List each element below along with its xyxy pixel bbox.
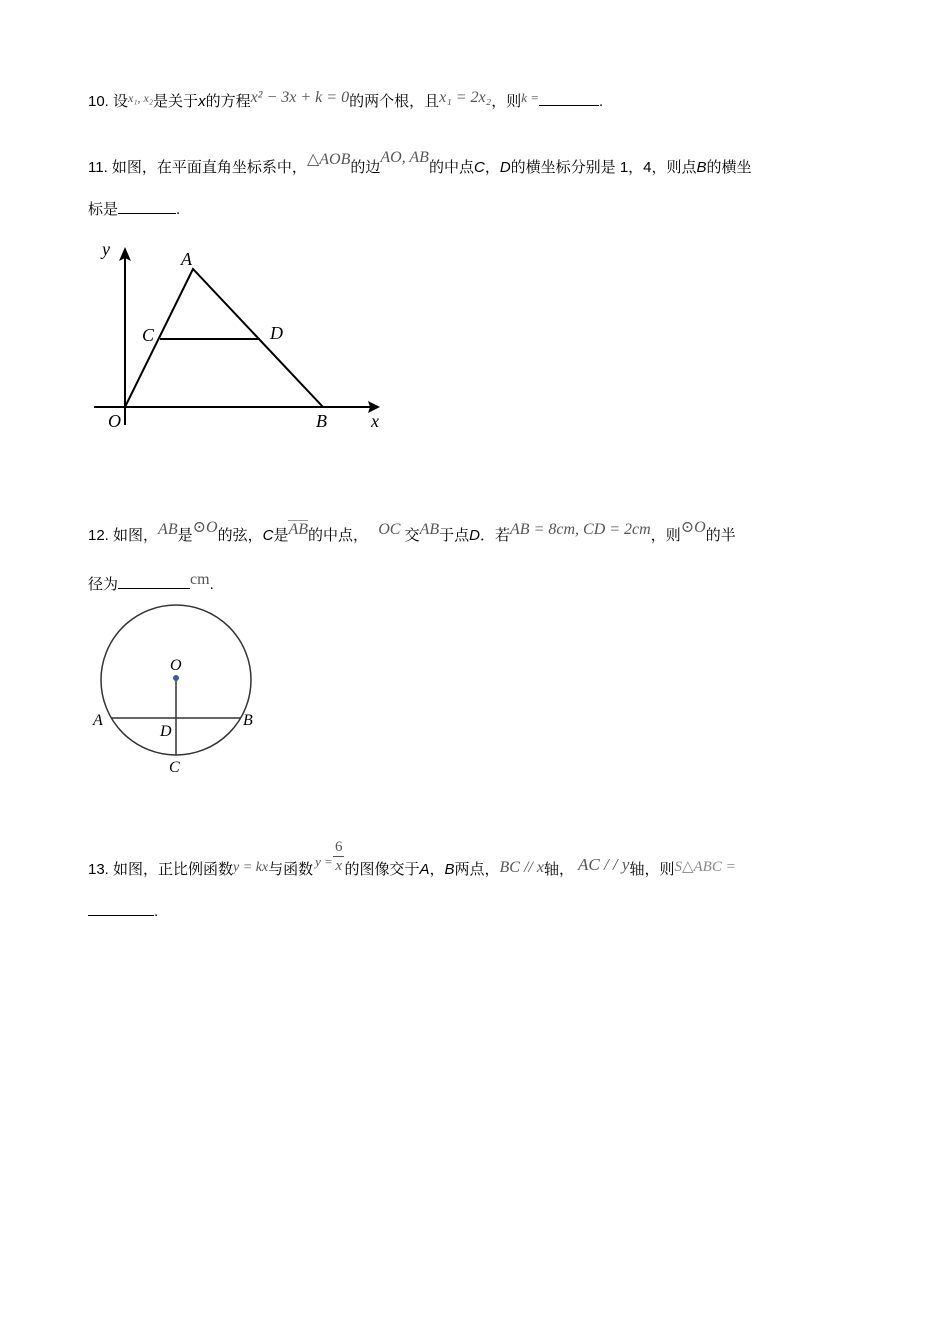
q12-text-9: ，则 (650, 527, 681, 544)
q11-label-x: x (371, 411, 379, 431)
q12-text-11: 径为 (88, 576, 119, 593)
q13-fraction (333, 838, 345, 875)
q13-point-b: B (444, 861, 455, 878)
q13-answer-blank[interactable] (88, 915, 154, 916)
q11-point-c: C (473, 159, 485, 176)
q13-text-4: 两点， (454, 861, 500, 878)
question-12-cont (88, 570, 214, 595)
q13-numerator: 6 (334, 839, 343, 855)
q13-text-2: 与函数 (268, 861, 314, 878)
q13-end: . (154, 903, 159, 920)
q10-text-5: ，则 (491, 93, 522, 110)
q12-ab-2: AB (419, 521, 440, 538)
q12-text-1: 如图， (113, 527, 159, 544)
q10-equation: x² − 3x + k = 0 (250, 89, 350, 106)
q12-point-c: C (262, 527, 274, 544)
question-13-cont (88, 902, 158, 922)
q11-label-y: y (102, 239, 110, 259)
q12-label-o: O (170, 657, 182, 674)
q10-number: 10. (88, 93, 109, 110)
q12-number: 12. (88, 527, 109, 544)
q13-point-a: A (419, 861, 430, 878)
q13-text-1: 如图，正比例函数 (113, 861, 234, 878)
q13-text-6: 轴，则 (629, 861, 675, 878)
question-11 (88, 148, 752, 178)
q12-point-d: D (469, 527, 481, 544)
q13-area: S△ABC = (674, 859, 736, 875)
q11-label-b: B (316, 411, 327, 431)
q12-text-7: 于点 (439, 527, 470, 544)
q10-answer-blank[interactable] (539, 105, 599, 106)
q12-text-6: 交 (404, 527, 420, 544)
q12-circle-o: ⊙O (192, 519, 218, 536)
q12-label-b: B (243, 712, 253, 729)
q11-text-4: 的横坐标分别是 1，4，则点 (510, 159, 697, 176)
q12-label-d: D (160, 723, 172, 740)
q10-end: . (599, 93, 604, 110)
q13-text-5: 轴， (543, 861, 574, 878)
q11-label-c: C (142, 325, 155, 345)
q13-number: 13. (88, 861, 109, 878)
q11-text-1: 如图，在平面直角坐标系中， (111, 159, 307, 176)
q11-point-d: D (499, 159, 511, 176)
q11-end: . (176, 201, 181, 218)
q11-text-2: 的边 (350, 159, 381, 176)
q13-ac-parallel: AC / / y (577, 855, 630, 874)
q12-arc-ab: AB (288, 521, 308, 538)
q11-point-b: B (696, 159, 707, 176)
q10-roots: x₁, x₂ (128, 91, 154, 105)
q12-figure (88, 600, 268, 785)
q13-text-3: 的图像交于 (344, 861, 420, 878)
q12-oc: OC (378, 521, 401, 538)
q12-center-dot (173, 675, 179, 681)
q12-text-8: ．若 (480, 527, 511, 544)
question-11-cont (88, 200, 180, 220)
q11-label-d: D (270, 323, 283, 343)
q11-answer-blank[interactable] (118, 213, 176, 214)
q12-chord-ab: AB (158, 521, 178, 538)
q12-text-4: 是 (273, 527, 289, 544)
q12-condition: AB = 8cm, CD = 2cm (510, 521, 651, 538)
question-12 (88, 518, 736, 546)
question-13 (88, 838, 736, 880)
q12-label-a: A (93, 712, 103, 729)
q12-circle-o-2: ⊙O (680, 519, 706, 536)
q11-triangle: △AOB (306, 151, 351, 168)
q10-text-4: 的两个根，且 (349, 93, 440, 110)
q12-text-10: 的半 (705, 527, 736, 544)
q10-condition: x₁ = 2x₂ (439, 89, 492, 106)
q12-end: . (209, 576, 214, 593)
q10-text-2: 是关于 (153, 93, 199, 110)
q11-number: 11. (88, 159, 108, 176)
q12-answer-blank[interactable] (118, 588, 190, 589)
q12-text-5: 的中点， (308, 527, 369, 544)
q13-function-1: y = kx (233, 860, 269, 875)
q11-label-a: A (181, 249, 192, 269)
q11-label-o: O (108, 411, 121, 431)
q10-k: k = (521, 90, 540, 105)
q12-unit: cm (190, 571, 210, 588)
q13-y-equals: y = (315, 854, 333, 869)
q10-var-x: x (198, 93, 206, 110)
q11-text-5: 的横坐 (706, 159, 752, 176)
q12-text-3: 的弦， (217, 527, 263, 544)
q13-bc-parallel: BC // x (499, 859, 544, 876)
q13-denominator: x (335, 858, 343, 874)
q12-label-c: C (169, 759, 180, 776)
q11-sides: AO, AB (380, 149, 429, 166)
q10-text-1: 设 (113, 93, 129, 110)
q13-comma: ， (429, 861, 445, 878)
q12-text-2: 是 (177, 527, 193, 544)
q11-figure (88, 235, 388, 435)
q10-text-3: 的方程 (205, 93, 251, 110)
q11-text-3: 的中点 (428, 159, 474, 176)
q11-text-6: 标是 (88, 201, 119, 218)
question-10 (88, 88, 603, 112)
q11-comma: ， (484, 159, 500, 176)
